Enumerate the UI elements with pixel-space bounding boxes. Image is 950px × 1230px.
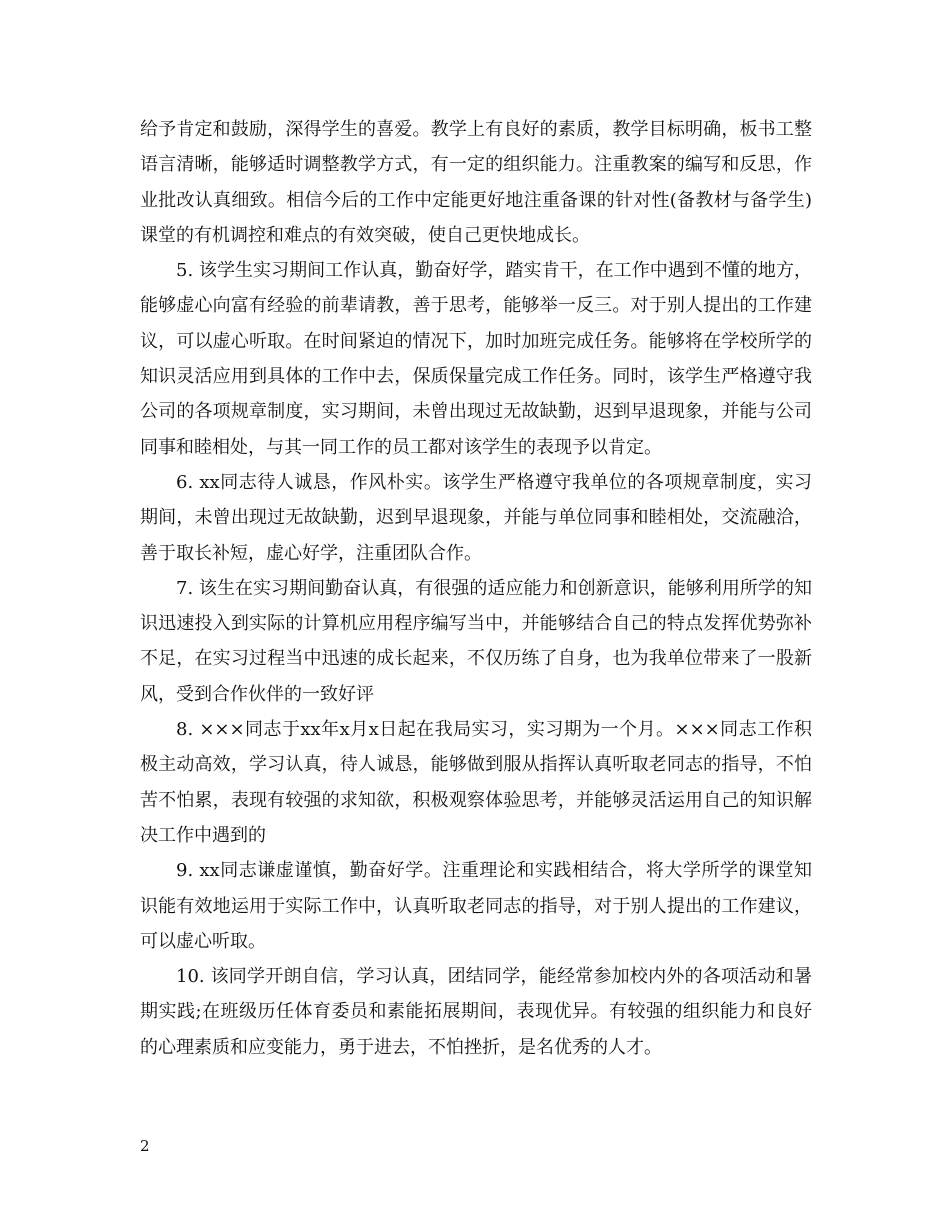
paragraph-item-5: 5. 该学生实习期间工作认真，勤奋好学，踏实肯干，在工作中遇到不懂的地方，能够虚心向富有经验的前辈请教，善于思考，能够举一反三。对于别人提出的工作建议，可以虚心听取。在时间紧迫的情况下，加时加班完成任务。能够将在学校所学的知识灵活应用到具体的工作中去，保质保量完成工作任务。同时，该学生严格遵守我公司的各项规章制度，实习期间，未曾出现过无故缺勤，迟到早退现象，并能与公司同事和睦相处，与其一同工作的员工都对该学生的表现予以肯定。 [140, 260, 812, 458]
paragraph-item-6: 6. xx同志待人诚恳，作风朴实。该学生严格遵守我单位的各项规章制度，实习期间，未曾出现过无故缺勤，迟到早退现象，并能与单位同事和睦相处，交流融洽，善于取长补短，虚心好学，注重团队合作。 [140, 471, 812, 564]
paragraph-item-9: 9. xx同志谦虚谨慎，勤奋好学。注重理论和实践相结合，将大学所学的课堂知识能有效地运用于实际工作中，认真听取老同志的指导，对于别人提出的工作建议，可以虚心听取。 [140, 860, 812, 952]
paragraph-item-7: 7. 该生在实习期间勤奋认真，有很强的适应能力和创新意识，能够利用所学的知识迅速投入到实际的计算机应用程序编写当中，并能够结合自己的特点发挥优势弥补不足，在实习过程当中迅速的成长起来，不仅历练了自身，也为我单位带来了一股新风，受到合作伙伴的一致好评 [140, 577, 812, 705]
paragraph-item-10: 10. 该同学开朗自信，学习认真，团结同学，能经常参加校内外的各项活动和暑期实践;在班级历任体育委员和素能拓展期间，表现优异。有较强的组织能力和良好的心理素质和应变能力，勇于进去，不怕挫折，是名优秀的人才。 [140, 966, 812, 1058]
paragraph-item-8: 8. ×××同志于xx年x月x日起在我局实习，实习期为一个月。×××同志工作积极主动高效，学习认真，待人诚恳，能够做到服从指挥认真听取老同志的指导，不怕苦不怕累，表现有较强的求知欲，积极观察体验思考，并能够灵活运用自己的知识解决工作中遇到的 [140, 719, 812, 846]
page-number: 2 [140, 1137, 150, 1155]
document-body [140, 112, 812, 1065]
paragraph-continuation: 给予肯定和鼓励，深得学生的喜爱。教学上有良好的素质，教学目标明确，板书工整语言清晰，能够适时调整教学方式，有一定的组织能力。注重教案的编写和反思，作业批改认真细致。相信今后的工作中定能更好地注重备课的针对性(备教材与备学生)课堂的有机调控和难点的有效突破，使自己更快地成长。 [140, 119, 812, 246]
